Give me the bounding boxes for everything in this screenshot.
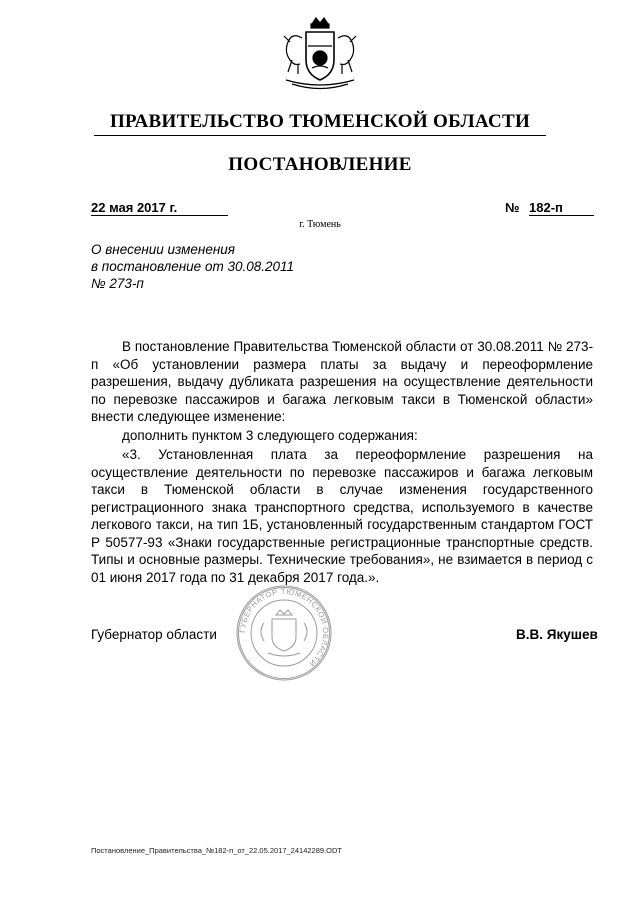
coat-of-arms	[0, 14, 640, 96]
document-city: г. Тюмень	[299, 219, 341, 230]
document-type: ПОСТАНОВЛЕНИЕ	[228, 154, 412, 175]
subject-line: О внесении изменения	[91, 242, 236, 257]
document-number: 182-п	[529, 200, 594, 216]
header-rule	[94, 135, 546, 136]
tyumen-region-coat-of-arms-icon	[272, 14, 368, 96]
document-number-label: №	[505, 200, 520, 215]
body-paragraph-clause: «3. Установленная плата за переоформление разрешения на осуществление деятельности по перевозке пассажиров и багажа легковым такси в Тюменской области в случае изменения государственного регистрационного знака транспортного средства, используемого в качестве легкового такси, на тип 1Б, установленный государственным стандартом ГОСТ Р 50577-93 «Знаки государственные регистрационные транспортные средств. Типы и основные размеры. Технические требования», не взимается в период с 01 июня 2017 года по 31 декабря 2017 года.».	[91, 447, 593, 585]
government-title: ПРАВИТЕЛЬСТВО ТЮМЕНСКОЙ ОБЛАСТИ	[109, 111, 531, 132]
official-seal	[234, 583, 334, 683]
subject-line: № 273-п	[91, 276, 144, 291]
official-seal-icon	[234, 583, 334, 683]
footer-filename: Постановление_Правительства_№182-п_от_22.05.2017_24142289.ODT	[91, 846, 342, 855]
document-date: 22 мая 2017 г.	[91, 200, 228, 216]
document-subject	[91, 241, 294, 292]
body-paragraph-amendment: дополнить пунктом 3 следующего содержания:	[122, 428, 418, 443]
signatory-name: В.В. Якушев	[516, 627, 598, 642]
signatory-title: Губернатор области	[91, 627, 217, 642]
subject-line: в постановление от 30.08.2011	[91, 259, 295, 274]
seal-text: ГУБЕРНАТОР ТЮМЕНСКОЙ ОБЛАСТИ	[237, 586, 331, 669]
body-paragraph-intro: В постановление Правительства Тюменской области от 30.08.2011 № 273-п «Об установлении размера платы за выдачу и переоформление разрешения, выдачу дубликата разрешения на осуществление деятельности по перевозке пассажиров и багажа легковым такси в Тюменской области» внести следующее изменение:	[91, 339, 593, 424]
